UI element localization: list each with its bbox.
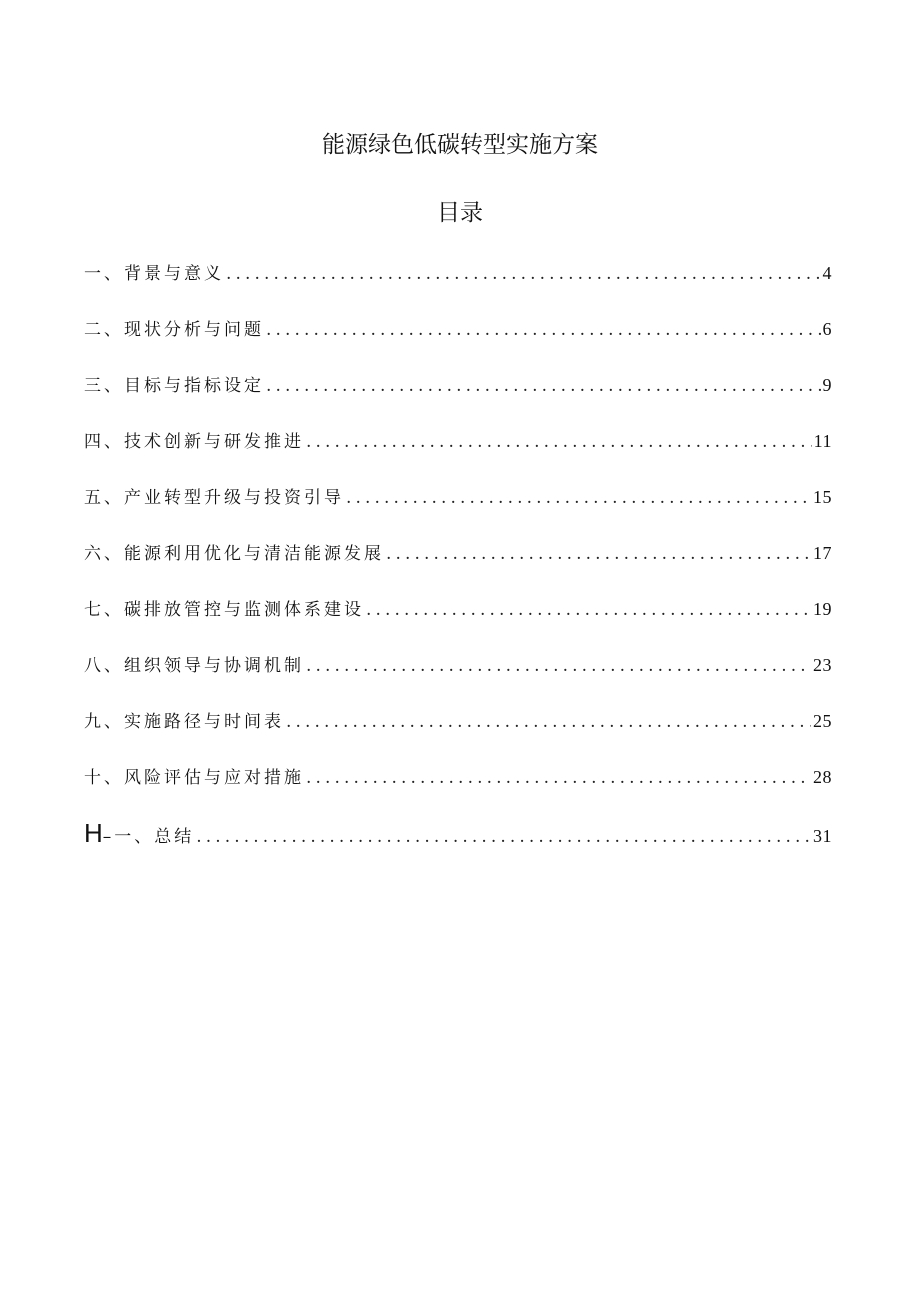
toc-entry-label: 七、碳排放管控与监测体系建设	[84, 600, 364, 620]
toc-dot-leader	[196, 822, 811, 852]
toc-dot-leader	[226, 259, 821, 289]
toc-dot-leader	[266, 315, 821, 345]
toc-entry-page: 25	[813, 711, 832, 731]
toc-entry-label-text: –一、总结	[102, 827, 195, 847]
toc-entry[interactable]	[84, 258, 832, 314]
toc-dot-leader	[266, 371, 821, 401]
toc-dot-leader	[366, 595, 811, 625]
toc-entry[interactable]	[84, 426, 832, 482]
toc-entry-page: 23	[813, 655, 832, 675]
toc-entry-label	[84, 818, 194, 852]
toc-entry-page: 11	[813, 431, 832, 451]
toc-entry-label: 一、背景与意义	[84, 264, 224, 284]
toc-dot-leader	[306, 427, 812, 457]
toc-dot-leader	[346, 483, 811, 513]
toc-entry-label: 三、目标与指标设定	[84, 376, 264, 396]
toc-entry-label-prefix: H	[84, 818, 103, 848]
toc-entry[interactable]	[84, 482, 832, 538]
toc-entry-page: 19	[813, 599, 832, 619]
table-of-contents	[84, 258, 832, 874]
toc-entry-label: 九、实施路径与时间表	[84, 712, 284, 732]
toc-entry-label: 二、现状分析与问题	[84, 320, 264, 340]
toc-heading: 目录	[437, 200, 483, 226]
toc-entry[interactable]	[84, 650, 832, 706]
toc-dot-leader	[386, 539, 811, 569]
toc-dot-leader	[286, 707, 811, 737]
toc-entry[interactable]	[84, 314, 832, 370]
document-title: 能源绿色低碳转型实施方案	[322, 132, 598, 158]
toc-entry[interactable]	[84, 370, 832, 426]
toc-entry[interactable]	[84, 706, 832, 762]
toc-entry-page: 28	[813, 767, 832, 787]
toc-entry-page: 15	[813, 487, 832, 507]
toc-entry[interactable]	[84, 594, 832, 650]
toc-entry[interactable]	[84, 538, 832, 594]
toc-entry-page: 4	[822, 263, 832, 283]
toc-entry[interactable]	[84, 762, 832, 818]
toc-dot-leader	[306, 651, 811, 681]
toc-entry-label: 八、组织领导与协调机制	[84, 656, 304, 676]
toc-entry[interactable]	[84, 818, 832, 874]
toc-entry-label: 六、能源利用优化与清洁能源发展	[84, 544, 384, 564]
toc-entry-page: 17	[813, 543, 832, 563]
toc-dot-leader	[306, 763, 811, 793]
toc-entry-page: 6	[822, 319, 832, 339]
toc-entry-page: 31	[813, 826, 832, 846]
toc-entry-label: 四、技术创新与研发推进	[84, 432, 304, 452]
toc-entry-page: 9	[822, 375, 832, 395]
toc-entry-label: 十、风险评估与应对措施	[84, 768, 304, 788]
toc-entry-label: 五、产业转型升级与投资引导	[84, 488, 344, 508]
